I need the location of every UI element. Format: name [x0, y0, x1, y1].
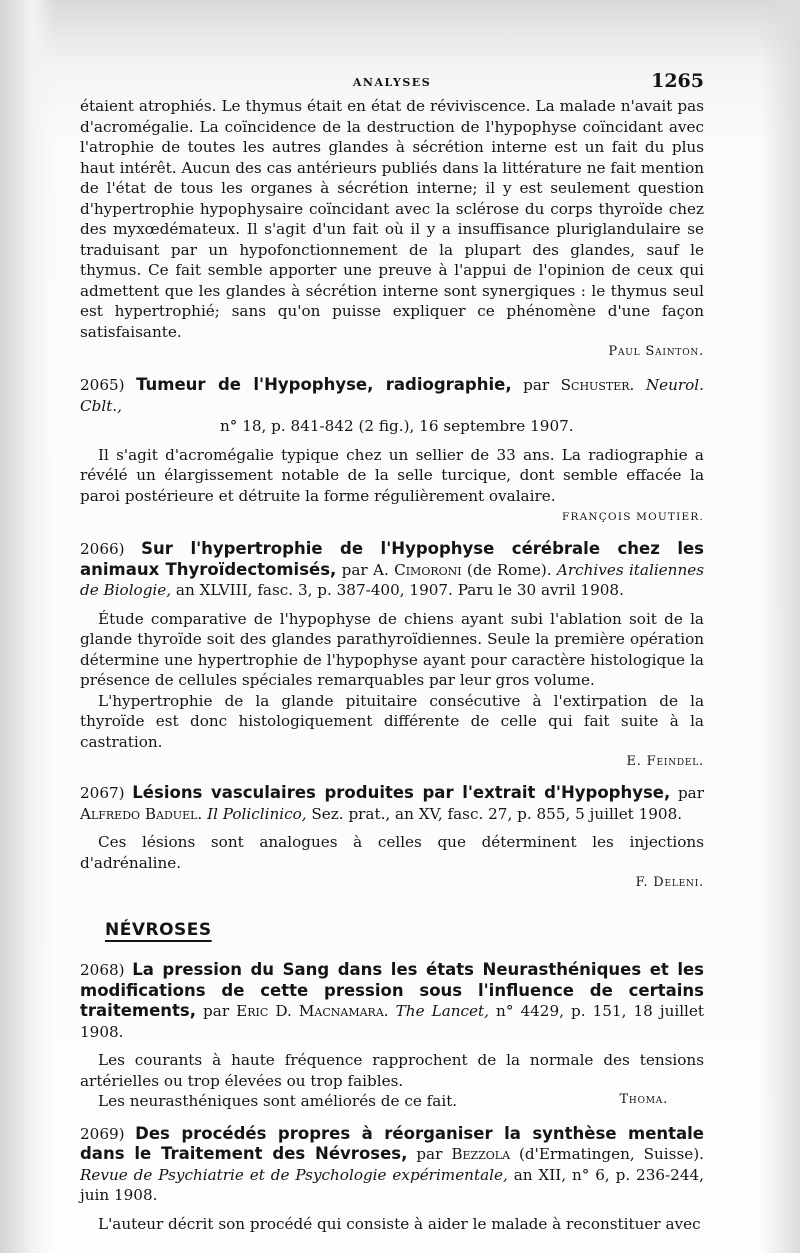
entry-title: La pression du Sang dans les états Neurasthéniques et les modifications de cette pression sous l'influence de certains traitements,	[80, 960, 704, 1020]
entry-body: Les courants à haute fréquence rapprochent de la normale des tensions artérielles ou trop élevées ou trop faibles.	[80, 1051, 704, 1090]
entry-body: Ces lésions sont analogues à celles que déterminent les injections d'adrénaline.	[80, 833, 704, 872]
entry-title: Tumeur de l'Hypophyse, radiographie,	[136, 375, 512, 394]
entry-title: Des procédés propres à réorganiser la synthèse mentale dans le Traitement des Névroses,	[80, 1123, 704, 1163]
entry-body: L'hypertrophie de la glande pituitaire consécutive à l'extirpation de la thyroïde est donc histologiquement différente de celle qui fait suite à la castration.	[80, 691, 704, 751]
entry-body-final	[80, 1091, 704, 1112]
section-heading: NÉVROSES	[105, 920, 212, 940]
entry-2068	[80, 960, 704, 1112]
entry-heading: 2068) La pression du Sang dans les états Neurasthéniques et les modifications de cette pression sous l'influence de certains traitements, par Eric D. Macnamara. The Lancet, n° 4429, p. 151, 18 juillet 1908.	[80, 960, 705, 1041]
entry-author: Bezzola	[451, 1145, 511, 1163]
page-number: 1265	[651, 70, 704, 92]
entry-author: Eric D. Macnamara	[236, 1002, 384, 1020]
entry-heading: 2067) Lésions vasculaires produites par l'extrait d'Hypophyse, par Alfredo Baduel. Il Policlinico, Sez. prat., an XV, fasc. 27, p. 855, 5 juillet 1908.	[80, 783, 704, 823]
scan-shadow-left	[0, 0, 55, 1253]
entry-body: Les neurasthéniques sont améliorés de ce fait.	[98, 1092, 458, 1110]
signature: FRANÇOIS MOUTIER.	[562, 511, 704, 523]
entry-journal: Il Policlinico,	[207, 804, 307, 823]
entry-2066	[80, 539, 704, 771]
signature: E. Feindel.	[626, 754, 704, 769]
scan-shadow-right	[760, 0, 800, 1253]
continuation-paragraph: étaient atrophiés. Le thymus était en état de réviviscence. La malade n'avait pas d'acromégalie. La coïncidence de la destruction de l'hypophyse coïncidant avec l'atrophie de toutes les autres glandes à sécrétion interne est un fait du plus haut intérêt. Aucun des cas antérieurs publiés dans la littérature ne fait mention de l'état de tous les organes à sécrétion interne; il y est seulement question d'hypertrophie hypophysaire coïncidant avec la sclérose du corps thyroïde chez des myxœdémateux. Il s'agit d'un fait où il y a insuffisance pluriglandulaire se traduisant par un hypofonctionnement de la plupart des glandes, sauf le thymus. Ce fait semble apporter une preuve à l'appui de l'opinion de ceux qui admettent que les glandes à sécrétion interne sont synergiques : le thymus seul est hypertrophié; sans qu'on puisse expliquer ce phénomène d'une façon satisfaisante.	[80, 97, 704, 341]
running-head: ANALYSES	[352, 76, 432, 89]
entry-2069	[80, 1124, 704, 1235]
entry-title: Lésions vasculaires produites par l'extrait d'Hypophyse,	[132, 783, 671, 802]
entry-journal: Revue de Psychiatrie et de Psychologie expérimentale,	[80, 1165, 508, 1184]
entry-author: Alfredo Baduel	[80, 804, 198, 823]
entry-heading: 2069) Des procédés propres à réorganiser la synthèse mentale dans le Traitement des Névroses, par Bezzola (d'Ermatingen, Suisse). Revue de Psychiatrie et de Psychologie expérimentale, an XII, n° 6, p. 236-244, juin 1908.	[80, 1123, 704, 1204]
entry-author: Schuster	[560, 376, 630, 394]
signature: Thoma.	[619, 1092, 668, 1107]
page-content	[80, 70, 704, 1234]
entry-journal: Neurol. Cblt.,	[80, 376, 704, 415]
signature: F. Deleni.	[635, 875, 704, 890]
entry-body: L'auteur décrit son procédé qui consiste à aider le malade à reconstituer avec	[98, 1214, 701, 1233]
entry-heading: 2065) Tumeur de l'Hypophyse, radiographie, par Schuster. Neurol. Cblt., n° 18, p. 841-842 (2 fig.), 16 septembre 1907.	[80, 375, 704, 435]
entry-title: Sur l'hypertrophie de l'Hypophyse cérébrale chez les animaux Thyroïdectomisés,	[80, 539, 705, 579]
entry-author: Cimoroni	[394, 560, 462, 579]
entry-body: Étude comparative de l'hypophyse de chiens ayant subi l'ablation soit de la glande thyroïde soit des glandes parathyroïdiennes. Seule la première opération détermine une hypertrophie de l'hypophyse ayant pour caractère histologique la présence de cellules spéciales remarquables par leur gros volume.	[80, 609, 704, 689]
entry-journal: The Lancet,	[395, 1002, 489, 1020]
entry-2067	[80, 783, 704, 892]
entry-body: Il s'agit d'acromégalie typique chez un sellier de 33 ans. La radiographie a révélé un élargissement notable de la selle turcique, dont semble effacée la paroi postérieure et détruite la forme régulièrement ovalaire.	[80, 445, 704, 505]
page-header	[80, 70, 704, 96]
entry-2065	[80, 375, 704, 527]
signature: Paul Sainton.	[608, 344, 704, 359]
entry-heading: 2066) Sur l'hypertrophie de l'Hypophyse cérébrale chez les animaux Thyroïdectomisés, par A. Cimoroni (de Rome). Archives italiennes de Biologie, an XLVIII, fasc. 3, p. 387-400, 1907. Paru le 30 avril 1908.	[80, 539, 705, 599]
entry-journal: Archives italiennes de Biologie,	[80, 560, 705, 599]
